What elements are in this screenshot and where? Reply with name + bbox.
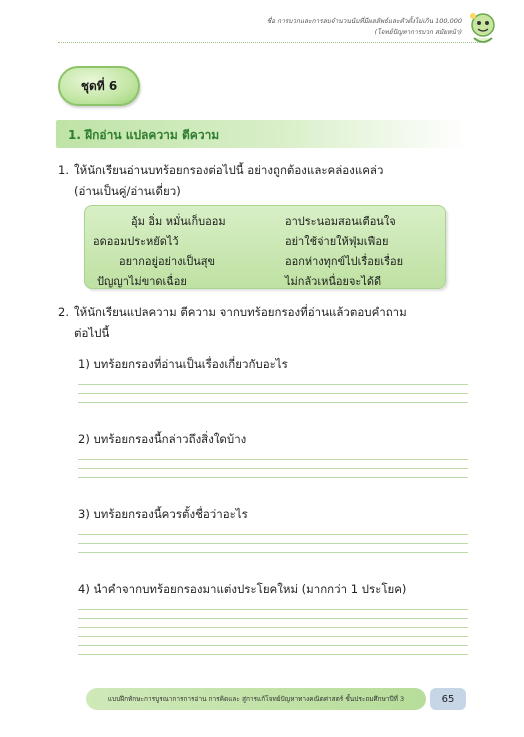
sub-question-1: 1) บทร้อยกรองที่อ่านเป็นเรื่องเกี่ยวกับอะไร [78,357,288,371]
mascot-icon [464,8,502,46]
question-2-number: 2. [58,305,69,319]
question-1-number: 1. [58,163,69,177]
sub-question-2: 2) บทร้อยกรองนี้กล่าวถึงสิ่งใดบ้าง [78,432,247,446]
page-number [430,688,466,710]
poem-box [84,205,446,289]
question-2-continuation: ต่อไปนี้ [74,326,110,340]
answer-lines-1[interactable] [78,384,468,411]
poem-line: อาประนอมสอนเตือนใจ [285,215,396,228]
page-number-text: 65 [441,693,455,705]
question-1-continuation: (อ่านเป็นคู่/อ่านเดี่ยว) [74,184,181,198]
section-header [56,120,468,148]
answer-lines-4[interactable] [78,609,468,663]
header-line-2: (โจทย์ปัญหาการบวก สมัยหน้า) [374,28,462,36]
footer-bar [86,688,426,710]
page-header [267,16,462,38]
question-2-text: ให้นักเรียนแปลความ ตีความ จากบทร้อยกรองที่อ่านแล้วตอบคำถาม [74,305,407,319]
question-1 [58,160,470,202]
poem-line: ออกห่างทุกข์ไปเรื่อยเรื่อย [285,255,404,268]
sub-question-4: 4) นำคำจากบทร้อยกรองมาแต่งประโยคใหม่ (มากกว่า 1 ประโยค) [78,582,407,596]
poem-line: อุ้ม อิ่ม หมั่นเก็บออม [131,215,226,228]
header-divider [58,42,484,43]
section-title: 1. ฝึกอ่าน แปลความ ตีความ [68,128,220,142]
set-badge [58,66,140,106]
sub-question-3: 3) บทร้อยกรองนี้ควรตั้งชื่อว่าอะไร [78,507,248,521]
poem-line: อดออมประหยัดไว้ [93,235,179,248]
header-line-1: ชื่อ การบวกและการลบจำนวนนับที่มีผลลัพธ์และตัวตั้งไม่เกิน 100,000 [266,17,462,25]
poem-line: ไม่กลัวเหนื่อยจะได้ดี [285,275,382,288]
poem-line: อย่าใช้จ่ายให้ฟุ่มเฟือย [285,235,389,248]
poem-line: ปัญญาไม่ขาดเฉื่อย [97,275,187,288]
answer-lines-3[interactable] [78,534,468,561]
answer-lines-2[interactable] [78,459,468,486]
set-label: ชุดที่ 6 [80,78,118,93]
footer-text: แบบฝึกทักษะการบูรณาการการอ่าน การคิดและ สู่การแก้โจทย์ปัญหาทางคณิตศาสตร์ ชั้นประถมศึกษาปีที่ 3 [107,695,405,703]
poem-line: อยากอยู่อย่างเป็นสุข [119,255,216,268]
question-2 [58,302,470,344]
question-1-text: ให้นักเรียนอ่านบทร้อยกรองต่อไปนี้ อย่างถูกต้องและคล่องแคล่ว [74,163,384,177]
